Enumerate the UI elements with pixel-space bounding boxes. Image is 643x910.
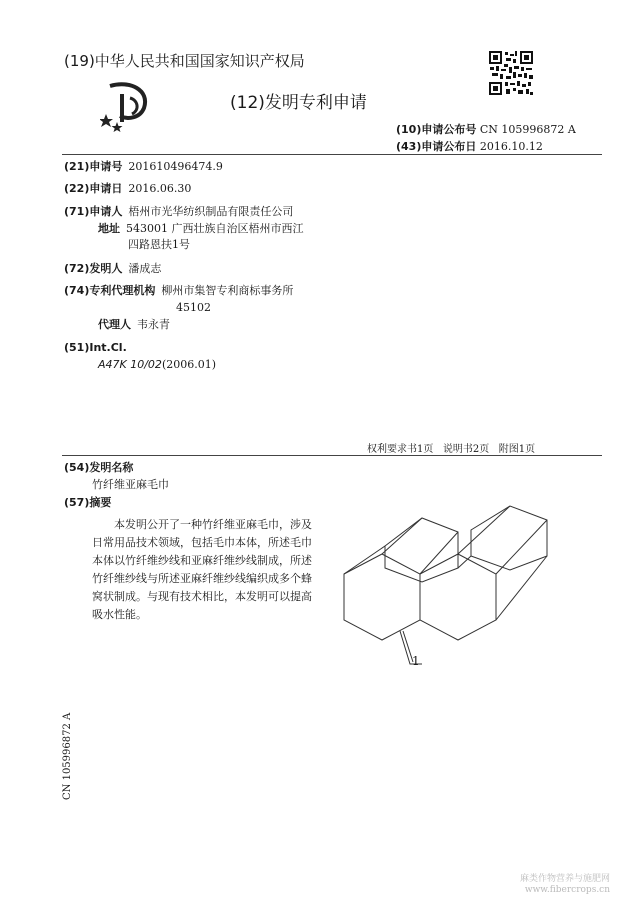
agent-label: 代理人: [98, 318, 131, 331]
title-label-row: [64, 461, 133, 475]
abstract-label-row: [64, 496, 111, 510]
agency-row: [64, 284, 293, 298]
address-line1: 543001 广西壮族自治区梧州市西江: [126, 222, 304, 235]
application-number-row: [64, 160, 223, 174]
cnipa-logo: [100, 78, 156, 134]
application-number-label: (21)申请号: [64, 160, 123, 173]
agency-label: (74)专利代理机构: [64, 284, 156, 297]
intcl-row: [64, 341, 127, 355]
address-row: [98, 222, 304, 236]
invention-title: 竹纤维亚麻毛巾: [92, 478, 169, 491]
inventor: 潘成志: [128, 262, 162, 275]
agent: 韦永青: [137, 318, 170, 331]
qr-code: [488, 50, 534, 96]
abstract-label: (57)摘要: [64, 496, 112, 509]
publication-date: 2016.10.12: [479, 140, 543, 153]
agency-code: 45102: [176, 301, 211, 314]
figure-reference-label: 1: [412, 654, 420, 668]
agency: 柳州市集智专利商标事务所: [161, 284, 294, 297]
abstract-text: 本发明公开了一种竹纤维亚麻毛巾，涉及日常用品技术领域，包括毛巾本体，所述毛巾本体以竹纤维纱线和亚麻纤维纱线制成，所述竹纤维纱线与所述亚麻纤维纱线编织成多个蜂窝状制成。与现有技术相比，本发明可以提高吸水性能。: [92, 518, 312, 621]
title-label: (54)发明名称: [64, 461, 134, 474]
document-type: (12)发明专利申请: [230, 93, 367, 113]
address-line2: 四路恩扶1号: [128, 238, 190, 251]
office-name: (19)中华人民共和国国家知识产权局: [64, 52, 305, 70]
application-date-row: [64, 182, 191, 196]
pages-info: 权利要求书1页 说明书2页 附图1页: [367, 444, 536, 455]
watermark: 麻类作物营养与施肥网 www.fibercrops.cn: [520, 874, 611, 895]
applicant: 梧州市光华纺织制品有限责任公司: [128, 205, 294, 218]
inventor-row: [64, 262, 161, 276]
application-number: 201610496474.9: [128, 160, 223, 173]
abstract-body: [92, 516, 320, 624]
pages-divider: [62, 455, 602, 456]
application-date: 2016.06.30: [128, 182, 192, 195]
address-label: 地址: [98, 222, 120, 235]
publication-number: CN 105996872 A: [479, 123, 576, 136]
intcl-version: (2006.01): [161, 358, 217, 371]
inventor-label: (72)发明人: [64, 262, 123, 275]
publication-date-line: [396, 138, 543, 154]
address-row-2: [128, 238, 190, 252]
application-date-label: (22)申请日: [64, 182, 123, 195]
applicant-row: [64, 205, 293, 219]
honeycomb-figure: [330, 498, 610, 678]
agency-code-row: [176, 301, 211, 315]
title-row: [92, 478, 169, 492]
applicant-label: (71)申请人: [64, 205, 123, 218]
header-divider: [62, 154, 602, 155]
intcl-code-row: [98, 358, 216, 372]
agent-row: [98, 318, 170, 332]
publication-number-label: (10)申请公布号: [396, 123, 477, 136]
side-publication-number: CN 105996872 A: [62, 712, 73, 800]
intcl-label: (51)Int.Cl.: [64, 341, 127, 354]
publication-date-label: (43)申请公布日: [396, 140, 477, 153]
intcl-code: A47K 10/02: [98, 358, 162, 371]
publication-number-line: [396, 121, 576, 137]
